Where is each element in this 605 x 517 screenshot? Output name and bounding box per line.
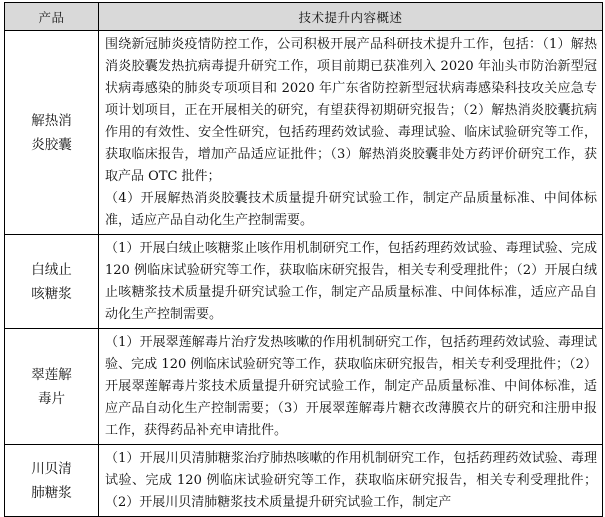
table-header-row bbox=[5, 3, 603, 31]
table-row bbox=[5, 445, 603, 517]
product-name-line: 白绒止 bbox=[31, 261, 72, 278]
product-name-line: 川贝清 bbox=[31, 460, 72, 477]
product-cell bbox=[5, 235, 99, 329]
description-cell bbox=[99, 329, 603, 445]
product-name-line: 咳糖浆 bbox=[31, 285, 72, 302]
header-product: 产品 bbox=[5, 3, 99, 31]
description-paragraph: （4）开展解热消炎胶囊技术质量提升研究试验工作，制定产品质量标准、中间体标准，适应产品自动化生产控制需要。 bbox=[105, 191, 597, 228]
description-cell bbox=[99, 235, 603, 329]
product-name-line: 肺糖浆 bbox=[31, 484, 72, 501]
description-paragraph: （1）开展白绒止咳糖浆止咳作用机制研究工作，包括药理药效试验、毒理试验、完成 120 例临床试验研究等工作，获取临床研究报告，相关专利受理批件；（2）开展白绒止咳糖浆技术质量提升研究试验工作，制定产品质量标准、中间体标准，适应产品自动化生产控制需要。 bbox=[105, 241, 597, 322]
table-row bbox=[5, 235, 603, 329]
tech-improvement-table bbox=[4, 2, 603, 517]
header-description: 技术提升内容概述 bbox=[99, 3, 603, 31]
product-name-line: 毒片 bbox=[38, 390, 65, 407]
description-cell bbox=[99, 445, 603, 517]
product-name-line: 解热消 bbox=[31, 112, 72, 129]
product-name-line: 翠莲解 bbox=[31, 366, 72, 383]
product-cell bbox=[5, 31, 99, 235]
description-cell bbox=[99, 31, 603, 235]
description-paragraph: （1）开展川贝清肺糖浆治疗肺热咳嗽的作用机制研究工作，包括药理药效试验、毒理试验、完成 120 例临床试验研究等工作，获取临床研究报告，相关专利受理批件；（2）开展川贝清肺糖浆技术质量提升研究试验工作，制定产 bbox=[105, 451, 597, 510]
product-cell bbox=[5, 445, 99, 517]
table-row bbox=[5, 31, 603, 235]
description-paragraph: （1）开展翠莲解毒片治疗发热咳嗽的作用机制研究工作，包括药理药效试验、毒理试验、完成 120 例临床试验研究等工作，获取临床研究报告，相关专利受理批件；（2）开展翠莲解毒片浆技术质量提升研究试验工作，制定产品质量标准、中间体标准，适应产品自动化生产控制需要；（3）开展翠莲解毒片糖衣改薄膜衣片的研究和注册申报工作，获得药品补充申请批件。 bbox=[105, 335, 597, 438]
product-name-line: 炎胶囊 bbox=[31, 136, 72, 153]
product-cell bbox=[5, 329, 99, 445]
table-row bbox=[5, 329, 603, 445]
description-paragraph: 围绕新冠肺炎疫情防控工作，公司积极开展产品科研技术提升工作，包括：（1）解热消炎胶囊发热抗病毒提升研究工作，项目前期已获准列入 2020 年汕头市防治新型冠状病毒感染的肺炎专项项目和 2020 年广东省防控新型冠状病毒感染科技攻关应急专项计划项目，正在开展相关的研究，有望获得初期研究报告；（2）解热消炎胶囊抗病作用的有效性、安全性研究，包括药理药效试验、毒理试验、临床试验研究等工作，获取临床报告，增加产品适应证批件；（3）解热消炎胶囊非处方药评价研究工作，获取产品 OTC 批件； bbox=[105, 37, 597, 184]
